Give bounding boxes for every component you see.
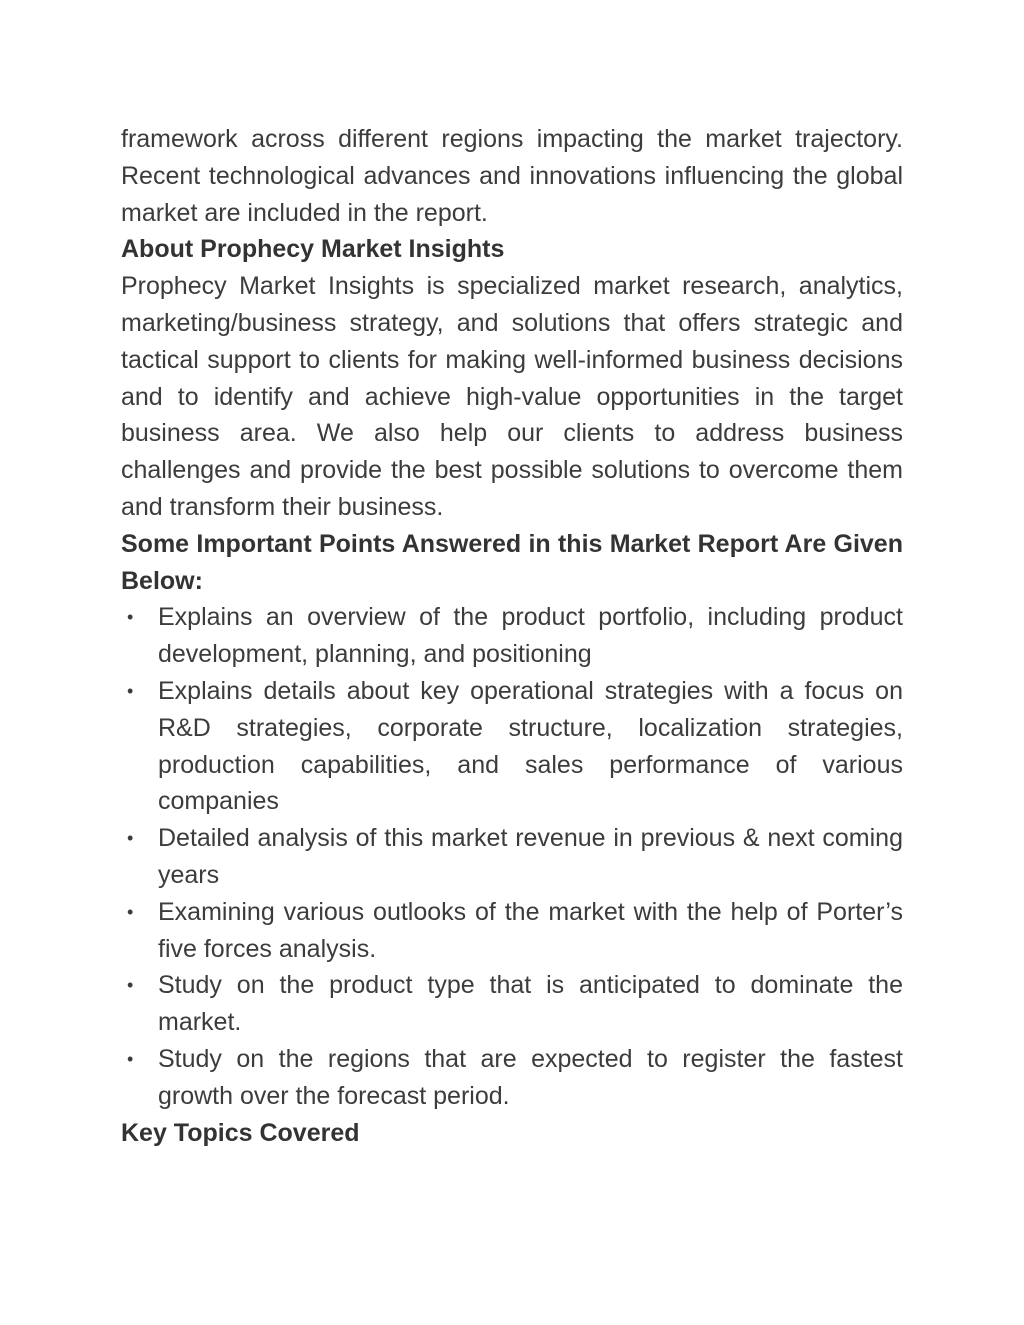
list-item bbox=[121, 1041, 903, 1115]
list-item bbox=[121, 599, 903, 673]
bullet-icon: • bbox=[127, 828, 134, 849]
intro-paragraph: framework across different regions impacting the market trajectory. Recent technological advances and innovations influencing the global market are included in the report. bbox=[121, 125, 903, 227]
about-paragraph: Prophecy Market Insights is specialized market research, analytics, marketing/business strategy, and solutions that offers strategic and tactical support to clients for making well-informed business decisions and to identify and achieve high-value opportunities in the target business area. We also help our clients to address business challenges and provide the best possible solutions to overcome them and transform their business. bbox=[121, 272, 903, 521]
list-item bbox=[121, 820, 903, 894]
bullet-icon: • bbox=[127, 607, 134, 628]
list-item-text: Detailed analysis of this market revenue in previous & next coming years bbox=[158, 824, 903, 889]
bullet-icon: • bbox=[127, 901, 134, 922]
list-item bbox=[121, 967, 903, 1041]
topics-heading: Key Topics Covered bbox=[121, 1118, 360, 1147]
bullet-icon: • bbox=[127, 975, 134, 996]
list-item-text: Examining various outlooks of the market with the help of Porter’s five forces analysis. bbox=[158, 897, 903, 963]
document-page bbox=[121, 121, 903, 1151]
points-list bbox=[121, 599, 903, 1114]
bullet-icon: • bbox=[127, 1048, 134, 1069]
bullet-icon: • bbox=[127, 680, 134, 701]
list-item-text: Study on the regions that are expected to register the fastest growth over the forecast period. bbox=[158, 1044, 903, 1110]
list-item-text: Explains an overview of the product portfolio, including product development, planning, and positioning bbox=[158, 603, 903, 669]
points-heading: Some Important Points Answered in this Market Report Are Given Below: bbox=[121, 529, 903, 595]
list-item-text: Explains details about key operational strategies with a focus on R&D strategies, corporate structure, localization strategies, production capabilities, and sales performance of various companies bbox=[158, 676, 903, 816]
list-item bbox=[121, 894, 903, 968]
about-heading: About Prophecy Market Insights bbox=[121, 235, 505, 264]
list-item-text: Study on the product type that is anticipated to dominate the market. bbox=[158, 971, 903, 1037]
list-item bbox=[121, 673, 903, 820]
